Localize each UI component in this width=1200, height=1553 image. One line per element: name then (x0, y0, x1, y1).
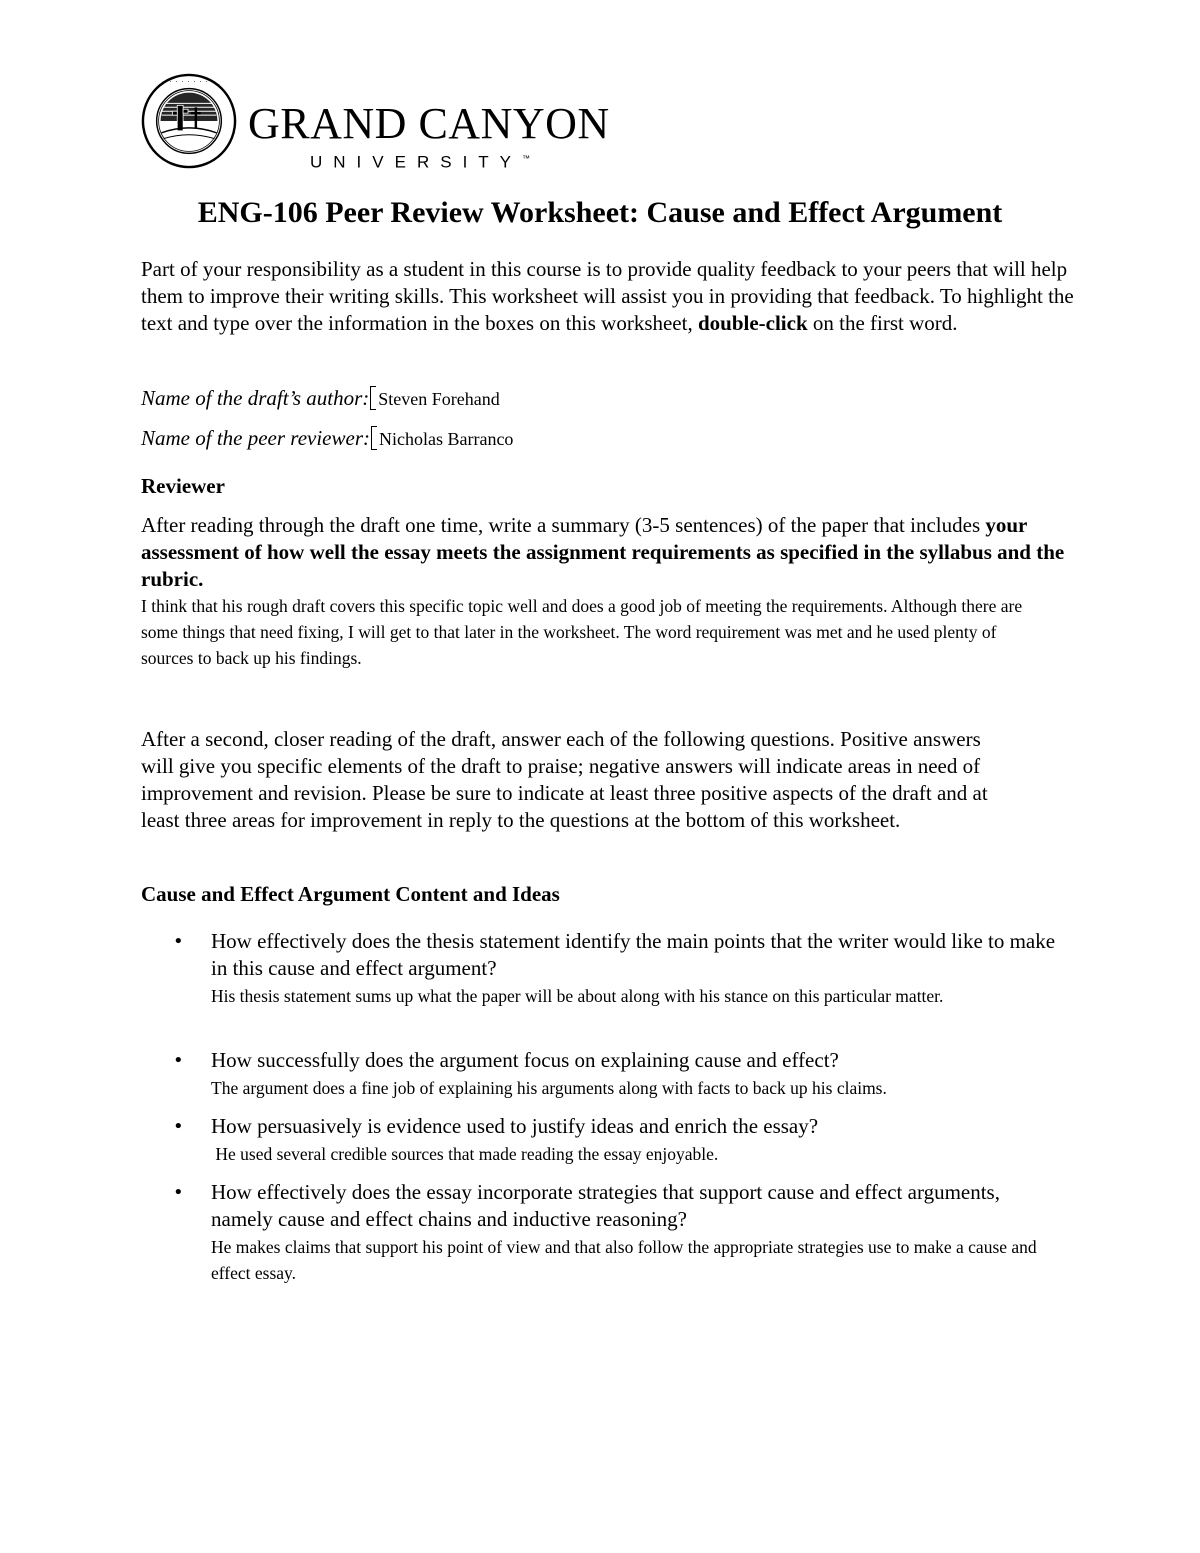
bullet-icon: • (173, 1182, 184, 1203)
author-label: Name of the draft’s author: (141, 386, 370, 410)
form-field-marker (371, 426, 377, 450)
reviewer-heading: Reviewer (141, 474, 225, 498)
question-text: How persuasively is evidence used to justify ideas and enrich the essay? (211, 1114, 819, 1138)
author-field[interactable]: Steven Forehand (378, 389, 500, 409)
reviewer-field[interactable]: Nicholas Barranco (378, 429, 514, 449)
bullet-icon: • (173, 931, 184, 952)
form-field-marker (370, 386, 376, 410)
logo-university-text: UNIVERSITY (310, 152, 523, 172)
question-answer[interactable]: He makes claims that support his point of view and that also follow the appropriate strategies use to make a cause and effect essay. (211, 1237, 1037, 1283)
intro-tail-text: on the first word. (807, 311, 958, 335)
question-text: How effectively does the thesis statement identify the main points that the writer would like to make in this cause and effect argument? (211, 929, 1056, 980)
intro-text: Part of your responsibility as a student in this course is to provide quality feedback to your peers that will help them to improve their writing skills. This worksheet will assist you in providing that feedback. To highlight the text and type over the information in the boxes on this worksheet, (141, 257, 1074, 335)
question-text: How successfully does the argument focus on explaining cause and effect? (211, 1048, 839, 1072)
question-text: How effectively does the essay incorporate strategies that support cause and effect arguments, namely cause and effect chains and inductive reasoning? (211, 1180, 1000, 1231)
reviewer-prompt-bold: your assessment of how well the essay meets the assignment requirements as specified in the syllabus and the rubric. (141, 513, 1065, 591)
second-reading-paragraph: After a second, closer reading of the draft, answer each of the following questions. Positive answers will give you specific elements of the draft to praise; negative answers will indicate areas in need of improvement and revision. Please be sure to indicate at least three positive aspects of the draft and at least three areas for improvement in reply to the questions at the bottom of this worksheet. (141, 727, 988, 832)
trademark-symbol: ™ (522, 154, 531, 163)
bullet-icon: • (173, 1050, 184, 1071)
logo-wordmark-primary: GRAND CANYON (248, 99, 610, 148)
university-seal-icon (140, 72, 238, 170)
reviewer-prompt (141, 512, 1086, 593)
section-heading: Cause and Effect Argument Content and Ideas (141, 882, 560, 906)
question-answer[interactable]: He used several credible sources that made reading the essay enjoyable. (211, 1144, 719, 1164)
reviewer-field-row (141, 425, 513, 453)
author-field-row (141, 385, 500, 413)
logo-wordmark-secondary (310, 150, 530, 172)
question-answer[interactable]: The argument does a fine job of explaining his arguments along with facts to back up his claims. (211, 1078, 887, 1098)
worksheet-title: ENG-106 Peer Review Worksheet: Cause and Effect Argument (197, 196, 1003, 229)
reviewer-label: Name of the peer reviewer: (141, 426, 370, 450)
svg-text:· · · · · · · · ·: · · · · · · · · · (163, 78, 215, 86)
intro-bold-text: double-click (697, 311, 808, 335)
university-logo (140, 72, 610, 172)
question-answer[interactable]: His thesis statement sums up what the paper will be about along with his stance on this particular matter. (211, 986, 944, 1006)
intro-paragraph (141, 256, 1086, 337)
reviewer-summary-answer[interactable]: I think that his rough draft covers this specific topic well and does a good job of meeting the requirements. Although there are some things that need fixing, I will get to that later in the worksheet. The word requirement was met and he used plenty of sources to back up his findings. (141, 596, 1023, 668)
reviewer-prompt-text: After reading through the draft one time, write a summary (3-5 sentences) of the paper that includes (141, 513, 986, 537)
bullet-icon: • (173, 1116, 184, 1137)
